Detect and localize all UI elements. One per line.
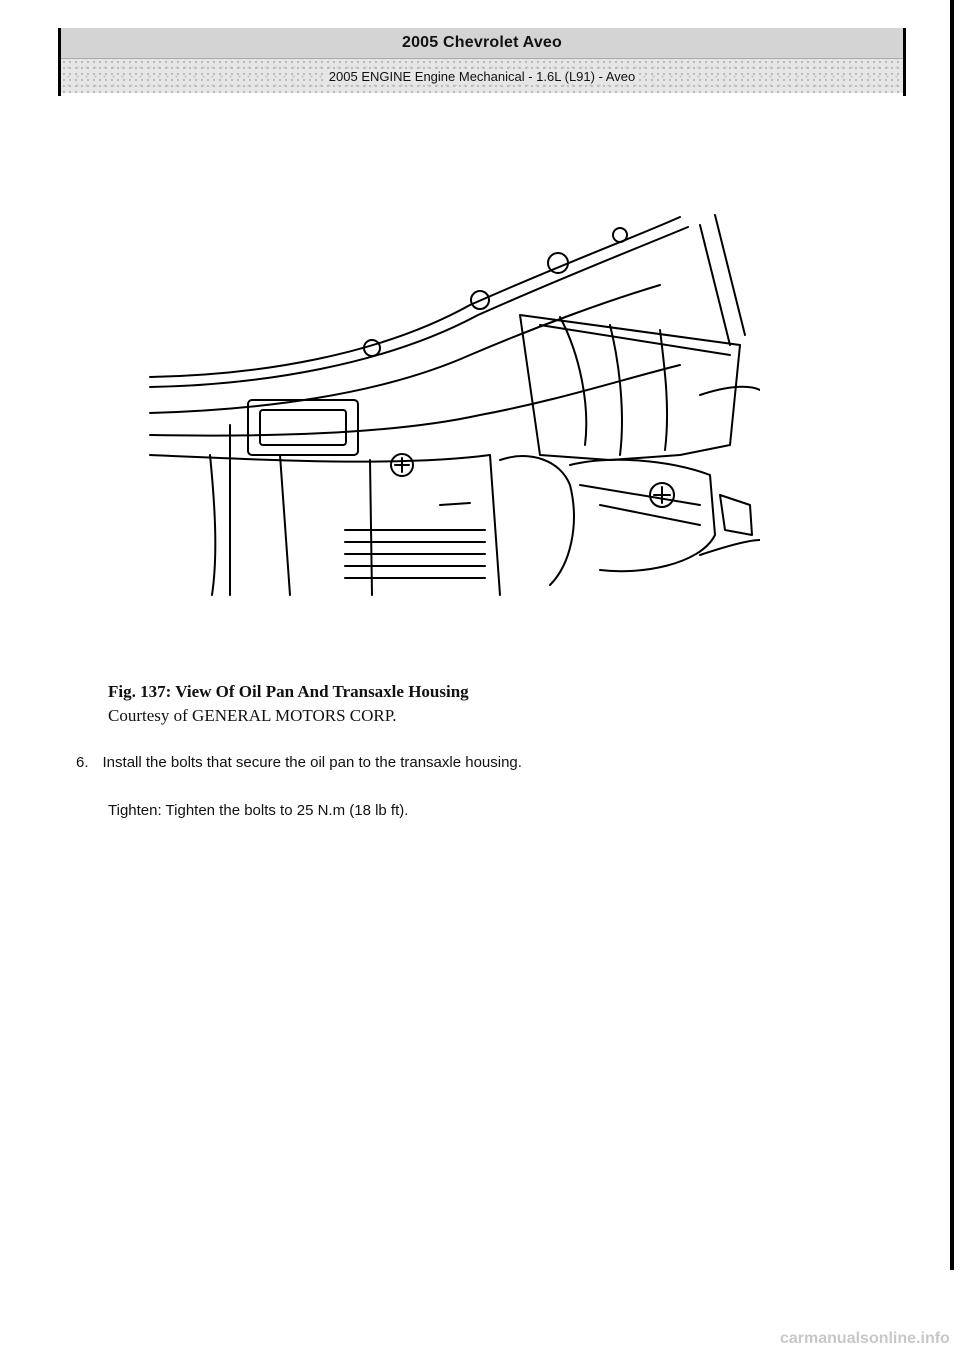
oil-pan-transaxle-illustration [140, 205, 760, 605]
page-header [58, 28, 906, 96]
figure-caption [108, 680, 469, 728]
figure-credit: Courtesy of GENERAL MOTORS CORP. [108, 706, 397, 725]
figure-title: Fig. 137: View Of Oil Pan And Transaxle Housing [108, 682, 469, 701]
header-subtitle-bar [61, 59, 903, 93]
watermark-footer: carmanualsonline.info [780, 1330, 950, 1347]
page-border-right [950, 0, 954, 1270]
header-subtitle: 2005 ENGINE Engine Mechanical - 1.6L (L91) - Aveo [325, 69, 639, 84]
step-6 [76, 754, 522, 771]
header-title: 2005 Chevrolet Aveo [61, 28, 903, 59]
tighten-instruction: Tighten: Tighten the bolts to 25 N.m (18 lb ft). [108, 802, 409, 819]
step-text: Install the bolts that secure the oil pan to the transaxle housing. [102, 754, 522, 771]
step-number: 6. [76, 754, 89, 771]
